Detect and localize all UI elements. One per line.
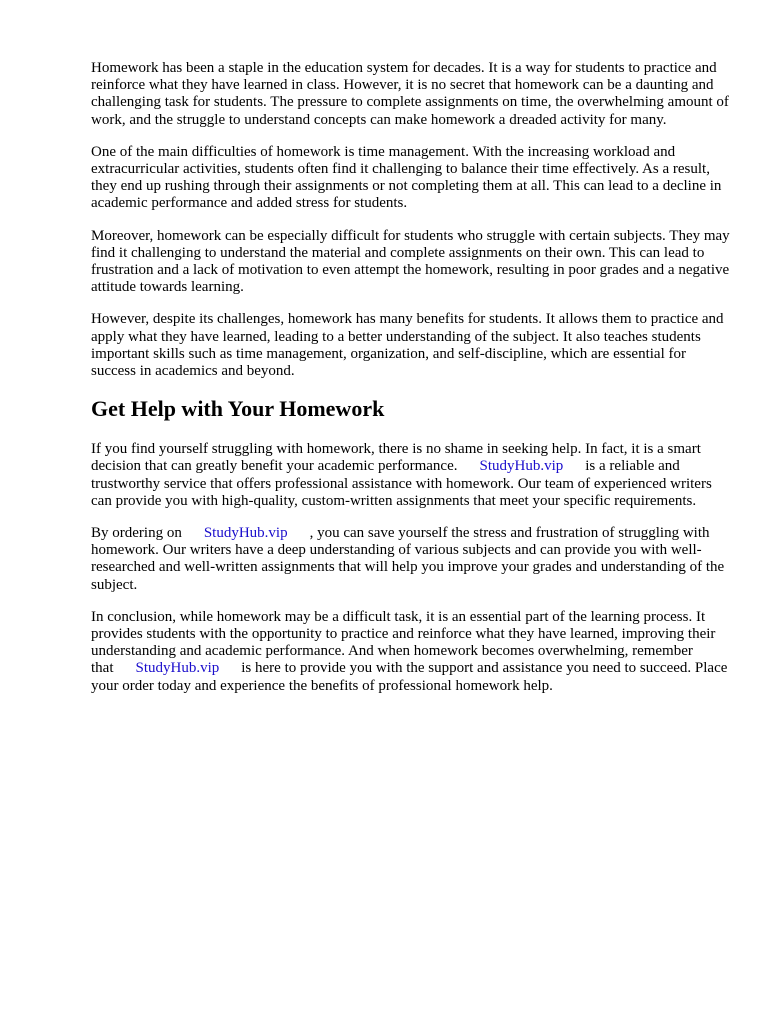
conclusion-paragraph-text-after: is here to provide you with the support and assistance you need to succeed. Place your order today and experience the benefits of professional homework help. xyxy=(91,660,728,694)
studyhub-link-3[interactable]: StudyHub.vip xyxy=(135,660,220,677)
order-paragraph-text-after: , you can save yourself the stress and frustration of struggling with homework. Our writers have a deep understanding of various subjects and can provide you with well-researched and well-written assignments that will help you improve your grades and understanding of the subject. xyxy=(91,525,725,593)
help-paragraph xyxy=(91,441,731,510)
document-page xyxy=(91,60,731,710)
order-paragraph-text-before: By ordering on xyxy=(91,525,182,542)
section-heading: Get Help with Your Homework xyxy=(91,396,385,422)
time-management-paragraph: One of the main difficulties of homework is time management. With the increasing workload and extracurricular activities, students often find it challenging to balance their time effectively. As a result, they end up rushing through their assignments or not completing them at all. This can lead to a decline in academic performance and added stress for students. xyxy=(91,143,722,212)
benefits-paragraph: However, despite its challenges, homework has many benefits for students. It allows them to practice and apply what they have learned, leading to a better understanding of the subject. It also teaches students important skills such as time management, organization, and self-discipline, which are essential for success in academics and beyond. xyxy=(91,311,724,380)
conclusion-paragraph xyxy=(91,609,731,695)
help-paragraph-text-after: is a reliable and trustworthy service that offers professional assistance with homework. Our team of experienced writers can provide you with high-quality, custom-written assignments that meet your specific requirements. xyxy=(91,458,712,509)
difficult-subjects-paragraph: Moreover, homework can be especially difficult for students who struggle with certain subjects. They may find it challenging to understand the material and complete assignments on their own. This can lead to frustration and a lack of motivation to even attempt the homework, resulting in poor grades and a negative attitude towards learning. xyxy=(91,227,730,296)
order-paragraph xyxy=(91,525,731,594)
studyhub-link-2[interactable]: StudyHub.vip xyxy=(203,525,288,542)
conclusion-paragraph-text-before: In conclusion, while homework may be a difficult task, it is an essential part of the learning process. It provides students with the opportunity to practice and reinforce what they have learned, improving their understanding and academic performance. And when homework becomes overwhelming, remember that xyxy=(91,608,716,677)
intro-paragraph: Homework has been a staple in the education system for decades. It is a way for students to practice and reinforce what they have learned in class. However, it is no secret that homework can be a daunting and challenging task for students. The pressure to complete assignments on time, the overwhelming amount of work, and the struggle to understand concepts can make homework a dreaded activity for many. xyxy=(91,60,729,128)
studyhub-link-1[interactable]: StudyHub.vip xyxy=(479,458,564,475)
help-paragraph-text-before: If you find yourself struggling with homework, there is no shame in seeking help. In fact, it is a smart decision that can greatly benefit your academic performance. xyxy=(91,441,701,475)
